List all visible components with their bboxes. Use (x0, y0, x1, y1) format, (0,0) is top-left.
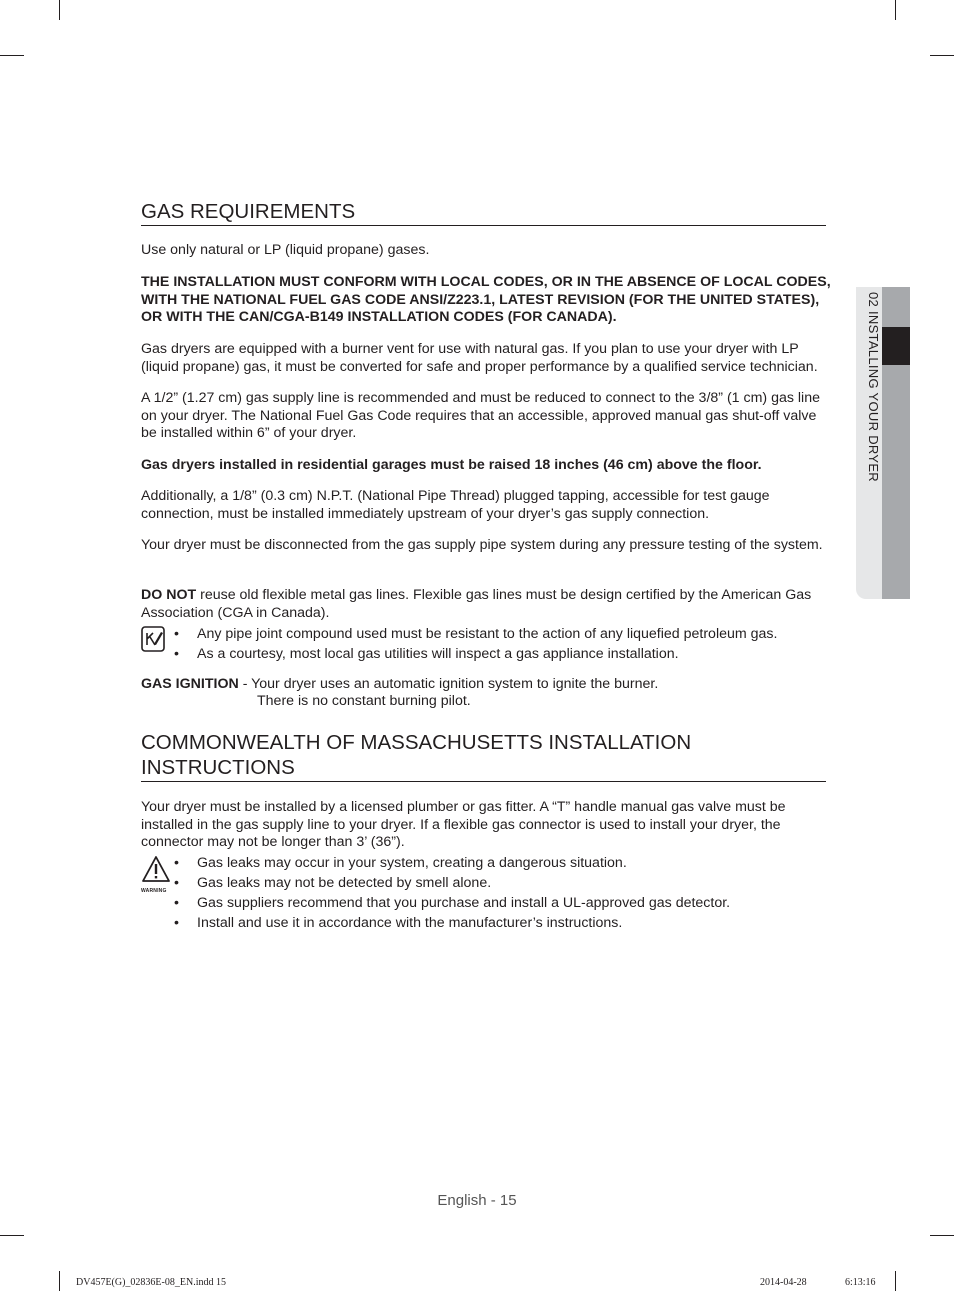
gas-ignition-text-line2: There is no constant burning pilot. (257, 693, 471, 709)
crop-mark (895, 1271, 896, 1291)
do-not-text: reuse old flexible metal gas lines. Flexible gas lines must be design certified by the American Gas Association (CGA in Canada). (141, 587, 812, 621)
warning-list (174, 853, 730, 933)
list-item: • As a courtesy, most local gas utilities will inspect a gas appliance installation. (174, 644, 777, 664)
crop-mark (895, 0, 896, 20)
list-item: • Gas leaks may not be detected by smell alone. (174, 873, 730, 893)
warning-label: WARNING (141, 888, 167, 894)
note-list (174, 624, 777, 664)
section-heading-massachusetts (141, 730, 826, 782)
heading-line: COMMONWEALTH OF MASSACHUSETTS INSTALLATION (141, 731, 692, 754)
paragraph: A 1/2” (1.27 cm) gas supply line is recommended and must be reduced to connect to the 3/8” (1 cm) gas line on your dryer. The National Fuel Gas Code requires that an accessible, approved manual gas shut-off valve be installed within 6” of your dryer. (141, 390, 820, 441)
crop-mark (0, 1235, 24, 1236)
paragraph: Gas dryers are equipped with a burner vent for use with natural gas. If you plan to use your dryer with LP (liquid propane) gas, it must be converted for safe and proper performance by a qualified service technician. (141, 341, 818, 375)
crop-mark (59, 0, 60, 20)
print-time: 6:13:16 (845, 1277, 876, 1288)
list-item: • Gas leaks may occur in your system, creating a dangerous situation. (174, 853, 730, 873)
do-not-label: DO NOT (141, 587, 197, 603)
paragraph-gas-ignition (141, 676, 831, 694)
gas-ignition-text: - Your dryer uses an automatic ignition system to ignite the burner. (238, 676, 659, 692)
warning-triangle-icon (141, 855, 171, 893)
paragraph: Your dryer must be disconnected from the gas supply pipe system during any pressure testing of the system. (141, 537, 823, 553)
list-item: • Gas suppliers recommend that you purchase and install a UL-approved gas detector. (174, 893, 730, 913)
section-heading-gas-requirements: GAS REQUIREMENTS (141, 199, 826, 226)
paragraph: Use only natural or LP (liquid propane) gases. (141, 242, 430, 258)
crop-mark (930, 55, 954, 56)
list-item: • Install and use it in accordance with the manufacturer’s instructions. (174, 913, 730, 933)
crop-mark (930, 1235, 954, 1236)
paragraph: Additionally, a 1/8” (0.3 cm) N.P.T. (National Pipe Thread) plugged tapping, accessible for test gauge connection, must be installed immediately upstream of your dryer’s gas supply connection. (141, 488, 770, 522)
crop-mark (0, 55, 24, 56)
list-item: • Any pipe joint compound used must be resistant to the action of any liquefied petroleum gas. (174, 624, 777, 644)
note-pencil-icon (141, 626, 165, 652)
side-tab-marker (882, 327, 910, 365)
paragraph-codes: THE INSTALLATION MUST CONFORM WITH LOCAL CODES, OR IN THE ABSENCE OF LOCAL CODES, WITH THE NATIONAL FUEL GAS CODE ANSI/Z223.1, LATEST REVISION (FOR THE UNITED STATES), OR WITH THE CAN/CGA-B149 INSTALLATION CODES (FOR CANADA). (141, 274, 831, 325)
paragraph-do-not (141, 587, 831, 622)
print-date: 2014-04-28 (760, 1277, 807, 1288)
paragraph-garage: Gas dryers installed in residential garages must be raised 18 inches (46 cm) above the floor. (141, 457, 762, 473)
crop-mark (59, 1271, 60, 1291)
file-name: DV457E(G)_02836E-08_EN.indd 15 (76, 1277, 226, 1288)
page-number: English - 15 (437, 1192, 517, 1209)
heading-line: INSTRUCTIONS (141, 756, 295, 779)
side-tab-label: 02 INSTALLING YOUR DRYER (866, 292, 881, 482)
paragraph: Your dryer must be installed by a licensed plumber or gas fitter. A “T” handle manual gas valve must be installed in the gas supply line to your dryer. If a flexible gas connector is used to install your dryer, the connector may not be longer than 3’ (36”). (141, 799, 786, 850)
gas-ignition-label: GAS IGNITION (141, 676, 239, 692)
